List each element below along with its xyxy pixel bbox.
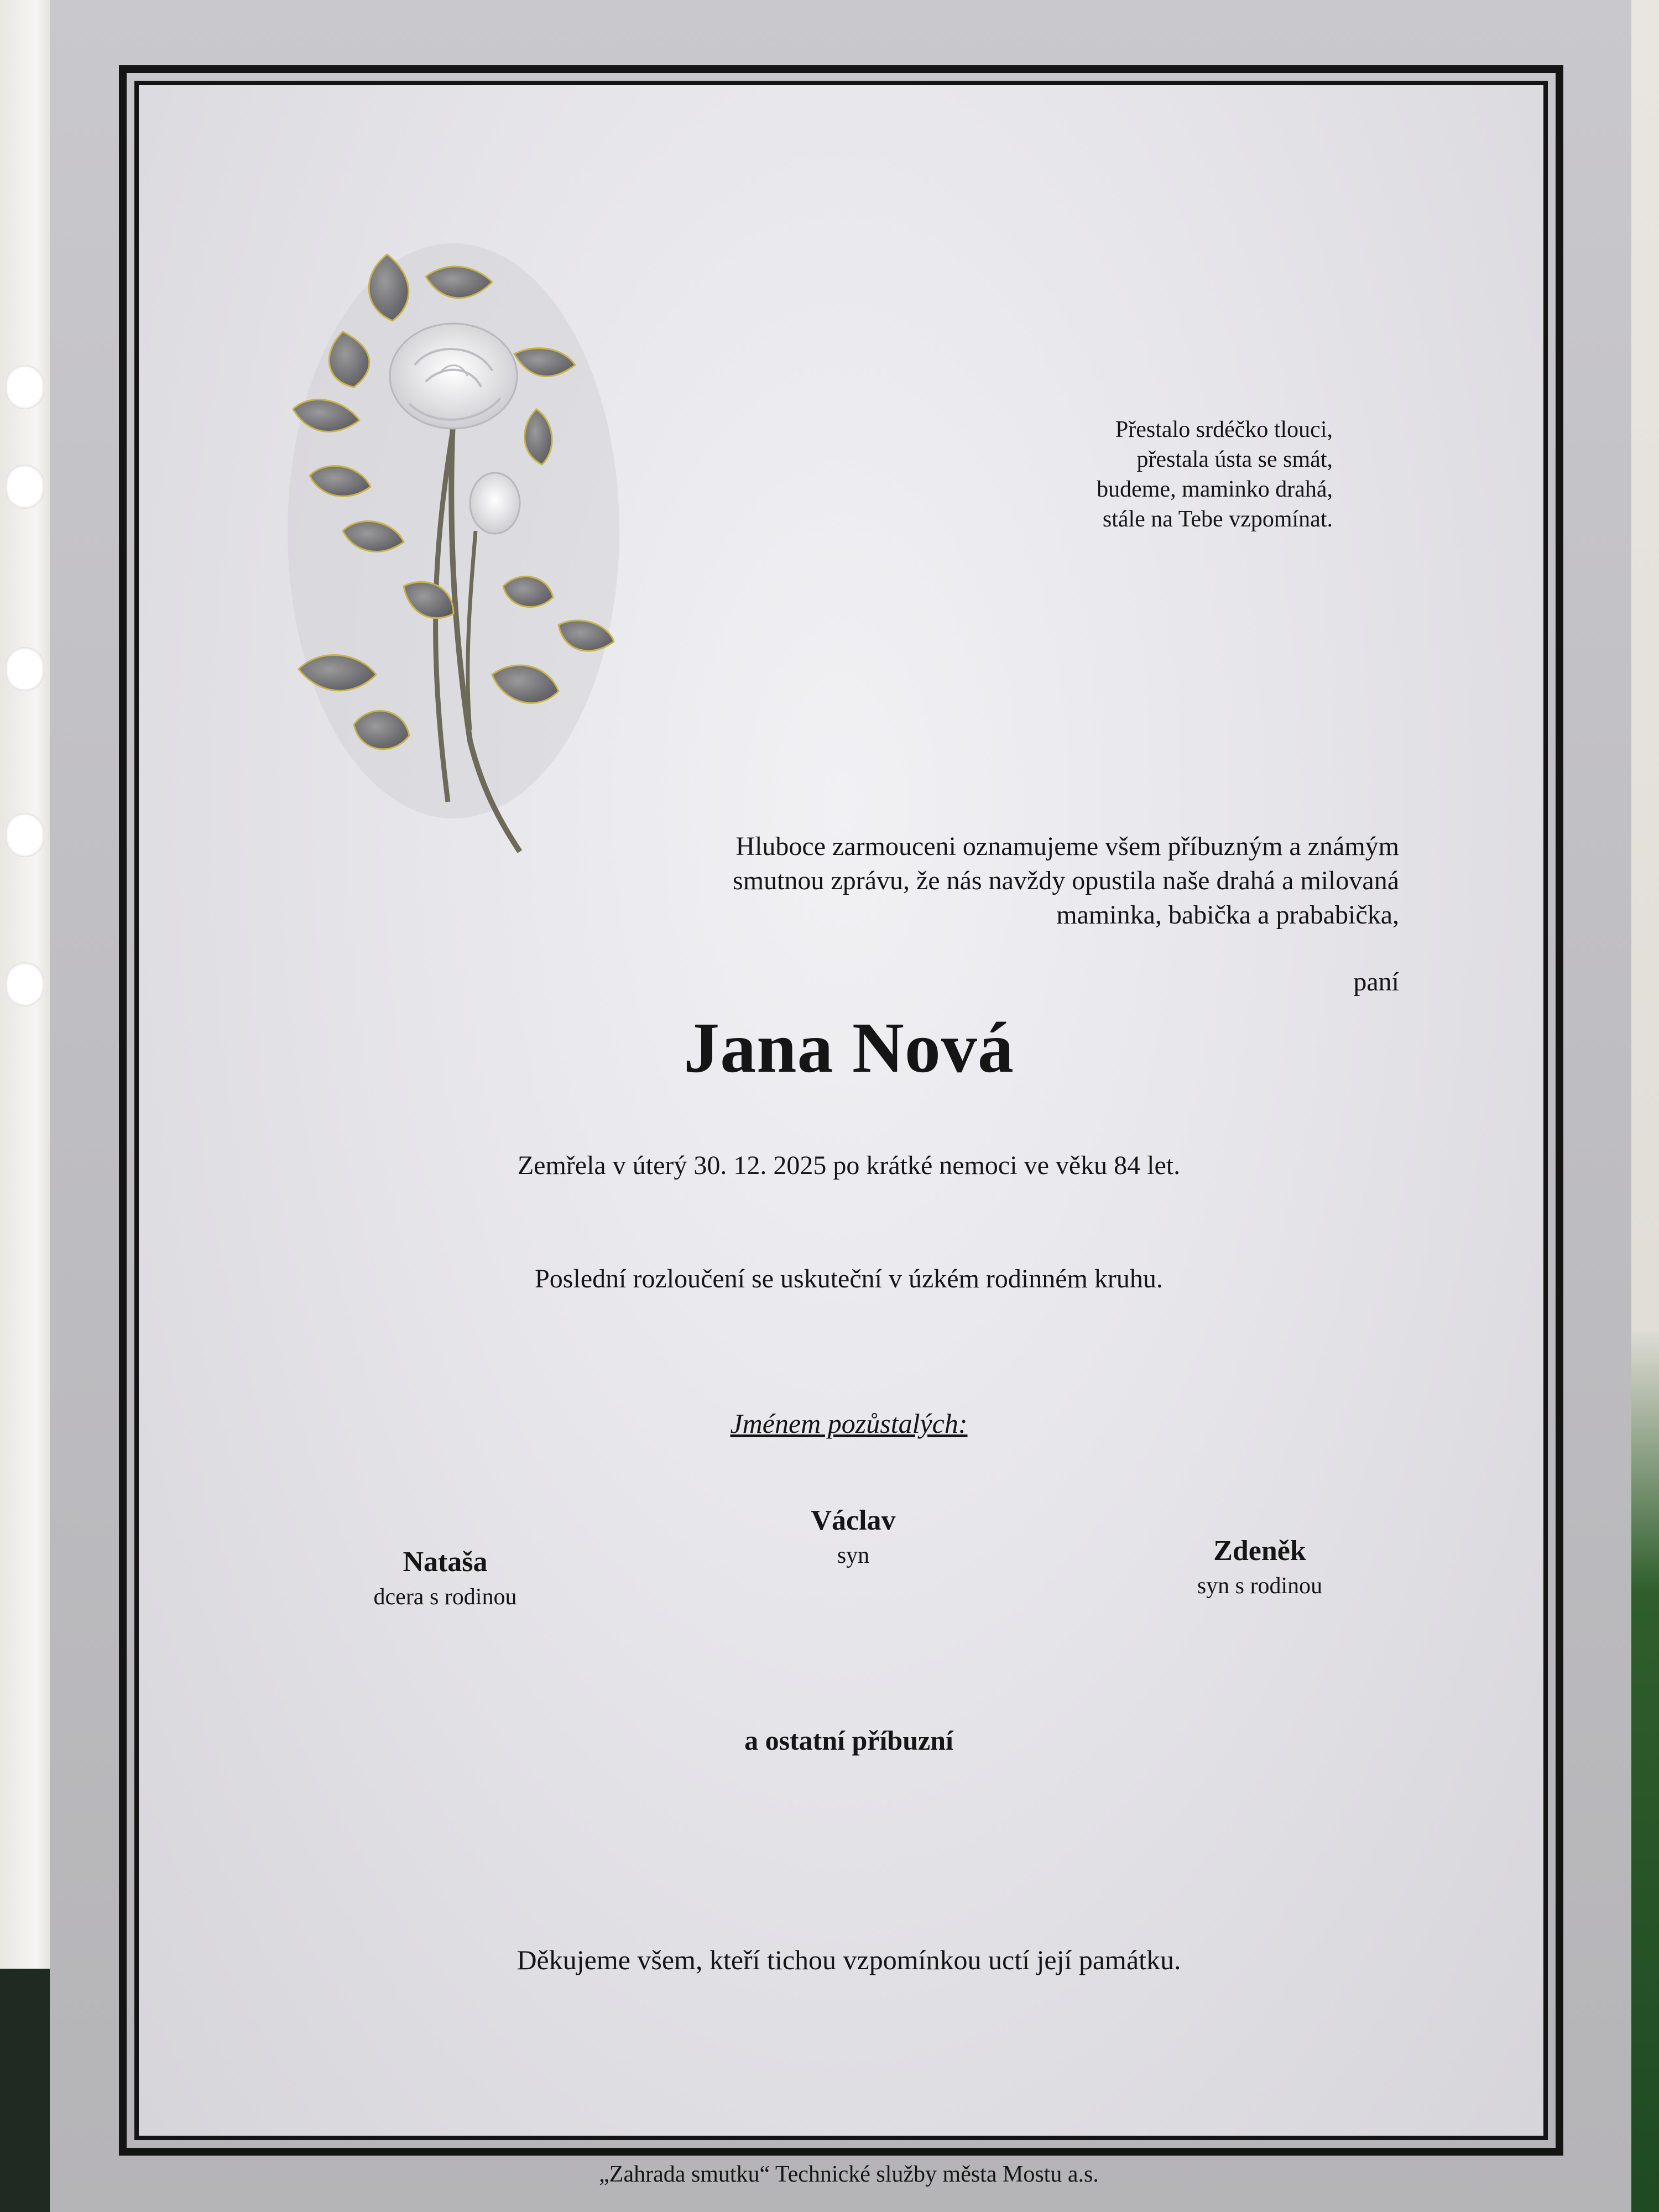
deceased-name: Jana Nová: [684, 1008, 1014, 1088]
mourner-vaclav: [715, 1504, 992, 1569]
binder-hole: [6, 962, 44, 1006]
poem-line: přestala ústa se smát,: [1136, 447, 1333, 472]
mourner-relation: syn: [837, 1543, 870, 1568]
mourner-relation: dcera s rodinou: [373, 1584, 517, 1610]
mourner-name: Nataša: [403, 1546, 488, 1578]
poem-line: Přestalo srdéčko tlouci,: [1115, 417, 1333, 442]
mourner-name: Václav: [811, 1505, 896, 1536]
poem-line: budeme, maminko drahá,: [1097, 477, 1333, 502]
mourner-zdenek: [1121, 1535, 1398, 1599]
thanks-note: Děkujeme všem, kteří tichou vzpomínkou uctí její památku.: [517, 1944, 1181, 1975]
memorial-poem: [940, 415, 1333, 534]
announcement-line: Hluboce zarmouceni oznamujeme všem příbuzným a známým: [735, 832, 1399, 861]
printer-footer: „Zahrada smutku“ Technické služby města Mostu a.s.: [599, 2162, 1099, 2187]
poem-line: stále na Tebe vzpomínat.: [1102, 507, 1333, 532]
mourner-name: Zdeněk: [1213, 1535, 1306, 1567]
binder-hole: [6, 465, 44, 509]
announcement-line: smutnou zprávu, že nás navždy opustila naše drahá a milovaná: [733, 866, 1399, 895]
binder-hole: [6, 365, 44, 409]
death-notice: Zemřela v úterý 30. 12. 2025 po krátké nemoci ve věku 84 let.: [517, 1151, 1181, 1180]
binder-hole: [6, 813, 44, 857]
farewell-notice: Poslední rozloučení se uskuteční v úzkém rodinném kruhu.: [535, 1264, 1163, 1293]
binder-hole: [6, 647, 44, 691]
background-bottom-left: [0, 1969, 55, 2212]
on-behalf-label: Jménem pozůstalých:: [730, 1408, 968, 1439]
mourner-natasa: [307, 1546, 583, 1610]
announcement-text: [553, 830, 1399, 932]
other-relatives: a ostatní příbuzní: [744, 1725, 953, 1756]
announcement-line: maminka, babička a prababička,: [1056, 900, 1399, 930]
salutation: paní: [1353, 967, 1399, 997]
rose-icon: [288, 243, 641, 874]
mourner-relation: syn s rodinou: [1197, 1573, 1323, 1599]
